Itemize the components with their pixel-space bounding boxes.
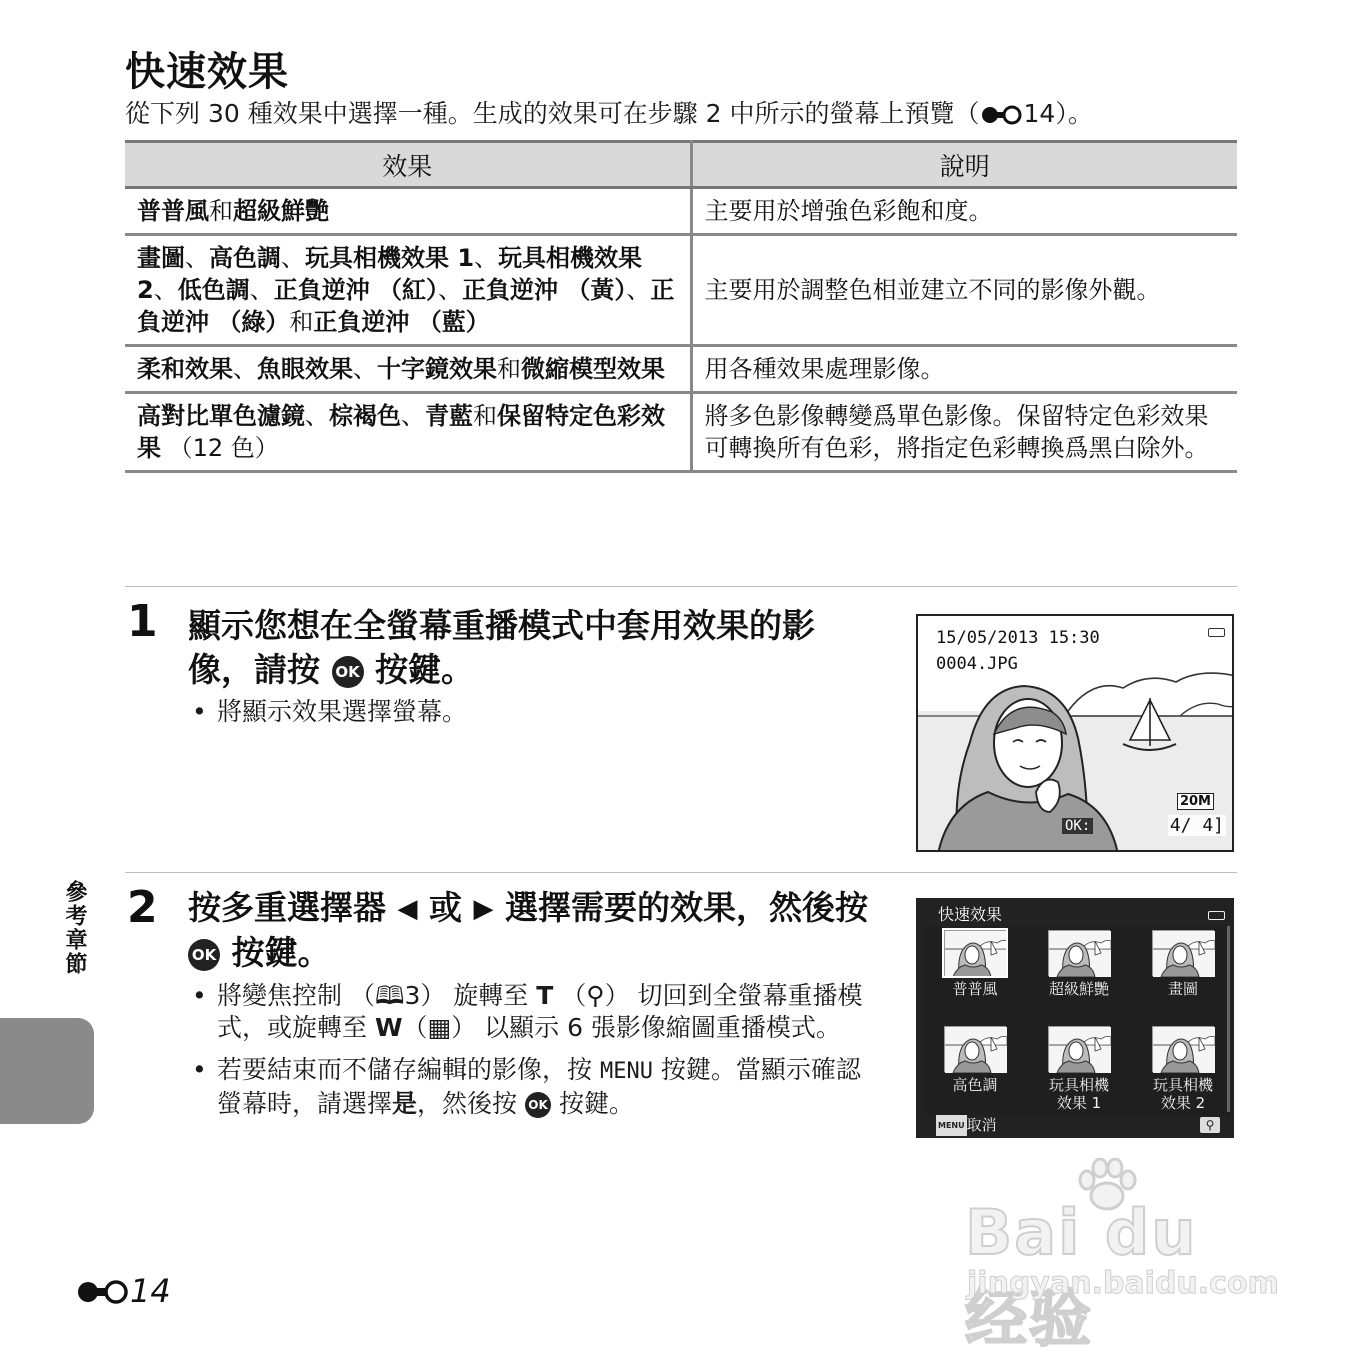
effect-name-part: 青藍 [425, 402, 473, 430]
reference-icon [76, 1279, 130, 1305]
wide-label: W [374, 1013, 403, 1042]
effect-name-part: 正負逆沖 （藍） [313, 308, 490, 336]
zoom-icon: ⚲ [1200, 1117, 1220, 1133]
effect-description-cell: 將多色影像轉變爲單色影像。保留特定色彩效果可轉換所有色彩，將指定色彩轉換爲黑白除外。 [691, 393, 1237, 472]
effect-name-part: 、 [474, 244, 499, 272]
effect-name-part: 超級鮮艷 [233, 197, 329, 225]
effect-name-part: 、 [185, 244, 209, 272]
effect-name-cell [125, 393, 691, 472]
table-row [125, 393, 1237, 472]
bullet-text: ） 以顯示 6 張影像縮圖重播模式。 [451, 1013, 841, 1042]
chapter-tab [0, 1018, 94, 1124]
effect-name-part: 、 [305, 402, 329, 430]
effect-name-part: 正負逆沖 （綠） [137, 276, 675, 336]
yes-option: 是 [392, 1089, 418, 1118]
effect-name-part: 、 [401, 402, 425, 430]
effect-option[interactable] [1132, 1026, 1234, 1112]
effect-option[interactable] [924, 1026, 1026, 1094]
effect-name-part: 、 [233, 355, 257, 383]
effect-option-label: 高色調 [952, 1076, 998, 1094]
step-1-text-b: 按鍵。 [375, 650, 474, 689]
effect-description-cell: 主要用於調整色相並建立不同的影像外觀。 [691, 235, 1237, 346]
table-row [125, 188, 1237, 235]
effect-name-part: 、 [353, 355, 377, 383]
effect-thumbnail [1048, 1026, 1110, 1072]
page-subtitle [125, 94, 1093, 130]
effect-name-part: 保留特定色彩效果 [137, 402, 665, 462]
left-arrow-icon: ◀ [397, 894, 418, 924]
table-header-effect: 效果 [125, 142, 691, 188]
ok-button-icon: OK [188, 939, 220, 971]
bullet-text: （ [561, 981, 587, 1010]
effect-thumbnail [1152, 1026, 1214, 1072]
bullet-text: ） 切回到全螢幕重播模式，或旋轉至 [217, 981, 863, 1042]
effect-option-label: 普普風 [952, 980, 998, 998]
effect-option-label: 玩具相機 效果 1 [1048, 1076, 1109, 1112]
photo-date: 15/05/2013 15:30 [936, 628, 1100, 648]
step-1-instruction [188, 604, 878, 692]
effect-name-part: 和 [209, 197, 233, 225]
battery-icon [1208, 628, 1225, 637]
effect-option[interactable] [1028, 930, 1130, 998]
section-divider [125, 872, 1237, 873]
effect-option[interactable] [1028, 1026, 1130, 1112]
effect-name-part: 微縮模型效果 [521, 355, 665, 383]
effect-option-label: 玩具相機 效果 2 [1152, 1076, 1213, 1112]
step-1-bullet: • 將顯示效果選擇螢幕。 [190, 696, 880, 728]
camera-playback-screen [916, 614, 1234, 852]
effect-name-part: 棕褐色 [329, 402, 401, 430]
step-2-bullet-zoom [190, 980, 880, 1044]
table-row [125, 346, 1237, 393]
subtitle-text-pre: 從下列 30 種效果中選擇一種。生成的效果可在步驟 2 中所示的螢幕上預覽（ [125, 99, 980, 128]
bullet-text: 按鍵。 [558, 1089, 634, 1118]
effect-name-part: 和 [473, 402, 497, 430]
effect-selection-screen [916, 898, 1234, 1138]
ok-retouch-indicator: OK: [1062, 818, 1093, 834]
magnifier-icon: ⚲ [586, 981, 605, 1010]
menu-button-label: MENU [599, 1059, 653, 1084]
effect-option[interactable] [1132, 930, 1234, 998]
bullet-text: 3） 旋轉至 [404, 981, 529, 1010]
effect-name-part: 十字鏡效果 [377, 355, 497, 383]
scrollbar[interactable] [1227, 926, 1230, 1112]
reference-icon [980, 104, 1024, 126]
step-1-number: 1 [127, 596, 158, 647]
screen-footer [918, 1114, 1232, 1136]
effect-name-part: 、 [281, 244, 305, 272]
table-header-row [125, 142, 1237, 188]
effect-name-part: 、 [438, 276, 463, 304]
ok-button-icon: OK [525, 1092, 551, 1118]
effect-name-cell [125, 188, 691, 235]
step-2-bullets [190, 980, 880, 1130]
effect-thumbnail [944, 1026, 1006, 1072]
subtitle-text-post: ）。 [1055, 99, 1093, 128]
step-2-or: 或 [429, 888, 462, 927]
effect-description-cell: 主要用於增強色彩飽和度。 [691, 188, 1237, 235]
menu-chip-icon: MENU [936, 1115, 967, 1137]
screen-title: 快速效果 [938, 905, 1003, 924]
effect-name-part: 、 [626, 276, 651, 304]
effect-name-part: 正負逆沖 （紅） [273, 276, 439, 304]
effect-option-label: 畫圖 [1167, 980, 1198, 998]
step-2-number: 2 [127, 882, 158, 933]
effect-name-part: 和 [289, 308, 314, 336]
watermark-url: jingyan.baidu.com [967, 1266, 1279, 1301]
watermark-main-text: Bai du 经验 [965, 1196, 1198, 1355]
effect-name-part: 、 [249, 276, 274, 304]
bullet-text: 若要結束而不儲存編輯的影像，按 [217, 1055, 593, 1084]
step-2-text-c: 按鍵。 [231, 933, 331, 972]
section-divider [125, 586, 1237, 587]
effect-name-part: 高對比單色濾鏡 [137, 402, 305, 430]
table-row [125, 235, 1237, 346]
battery-icon [1208, 911, 1225, 920]
right-arrow-icon: ▶ [473, 894, 494, 924]
page-number [76, 1272, 171, 1310]
effect-name-part: 柔和效果 [137, 355, 233, 383]
effect-name-cell [125, 346, 691, 393]
subtitle-ref: 14 [1023, 99, 1056, 128]
thumbnail-grid-icon: ▦ [427, 1013, 452, 1042]
bullet-text: ，然後按 [417, 1089, 518, 1118]
effect-name-part: 玩具相機效果 2 [137, 244, 643, 304]
effect-name-part: 普普風 [137, 197, 209, 225]
photo-filename: 0004.JPG [936, 654, 1018, 674]
step-2-text-b: 選擇需要的效果，然後按 [505, 888, 868, 927]
table-header-description: 說明 [691, 142, 1237, 188]
effect-name-part: 高色調 [209, 244, 281, 272]
bullet-text: 將變焦控制 （ [217, 981, 375, 1010]
effect-description-cell: 用各種效果處理影像。 [691, 346, 1237, 393]
page-title: 快速效果 [125, 49, 289, 95]
frame-counter: 4/ 4] [1169, 815, 1224, 836]
step-1-bullets [190, 696, 880, 738]
tele-label: T [536, 981, 554, 1010]
step-2-bullet-cancel [190, 1054, 880, 1120]
effect-name-part: 低色調 [177, 276, 250, 304]
bullet-text: （ [402, 1013, 428, 1042]
effect-thumbnail-grid [924, 926, 1230, 1116]
effects-table [125, 140, 1237, 473]
effect-name-cell [125, 235, 691, 346]
effect-name-part: 和 [497, 355, 521, 383]
effect-thumbnail [944, 930, 1006, 976]
effect-thumbnail [1152, 930, 1214, 976]
effects-table-body [125, 188, 1237, 472]
effect-name-part: 正負逆沖 （黃） [462, 276, 627, 304]
page-number-value: 14 [130, 1272, 171, 1310]
chapter-side-label: 參考章節 [62, 880, 87, 976]
ok-button-icon: OK [332, 656, 364, 688]
step-1-text-a: 顯示您想在全螢幕重播模式中套用效果的影像，請按 [188, 606, 815, 689]
book-reference-icon: 🕮 [374, 981, 405, 1010]
effect-name-part: 玩具相機效果 1 [305, 244, 475, 272]
effect-name-part: 魚眼效果 [257, 355, 353, 383]
effect-option[interactable] [924, 930, 1026, 998]
effect-name-part: 、 [153, 276, 178, 304]
baidu-watermark [965, 1158, 1285, 1355]
effect-option-label: 超級鮮艷 [1048, 980, 1109, 998]
step-2-text-a: 按多重選擇器 [188, 888, 386, 927]
image-size-badge: 20M [1177, 793, 1214, 810]
cancel-label[interactable]: 取消 [966, 1116, 997, 1134]
effect-name-part: （12 色） [161, 434, 279, 462]
step-2-instruction [188, 886, 878, 975]
bullet-text: 按鍵。當顯示確認螢幕時，請選擇 [217, 1055, 861, 1118]
effect-name-part: 畫圖 [137, 244, 185, 272]
effect-thumbnail [1048, 930, 1110, 976]
